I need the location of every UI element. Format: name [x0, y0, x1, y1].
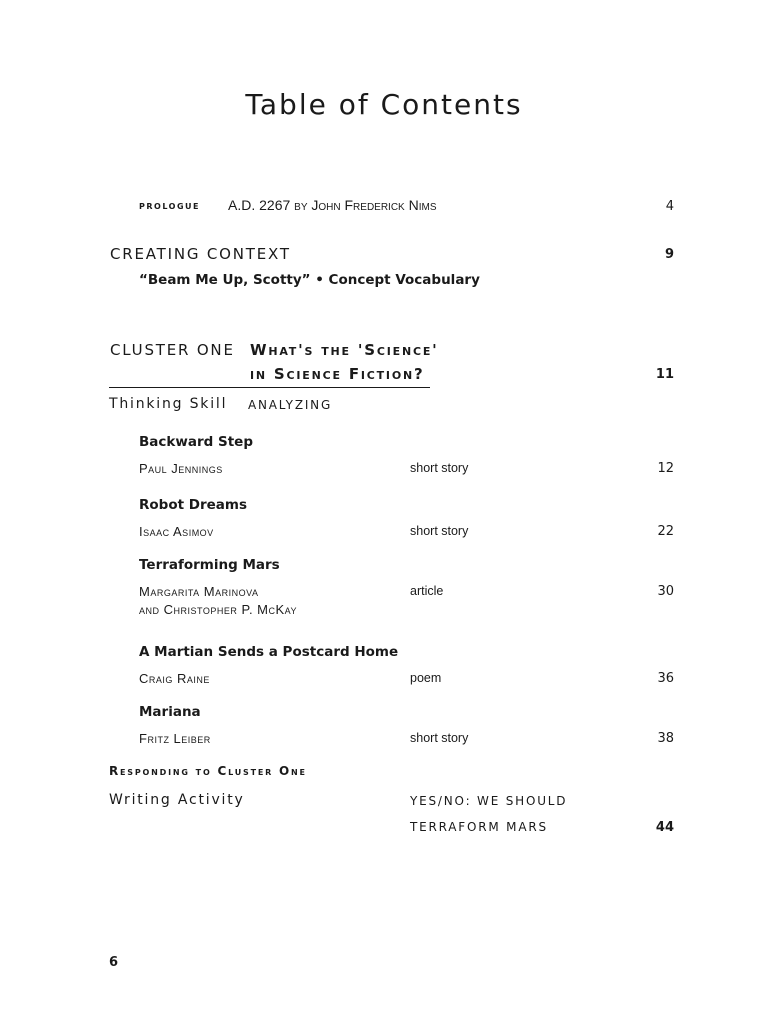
work-author: Craig Raine: [139, 671, 210, 686]
work-page: 30: [657, 584, 674, 599]
thinking-skill-label: Thinking Skill: [109, 396, 228, 412]
page-number: 6: [109, 955, 119, 970]
work-genre: poem: [410, 671, 442, 685]
cluster-title-line1: What's the 'Science': [250, 341, 439, 359]
work-genre: short story: [410, 461, 469, 475]
creating-context-page: 9: [664, 247, 674, 262]
work-page: 12: [657, 461, 674, 476]
cluster-rule: [109, 387, 430, 388]
work-page: 38: [657, 731, 674, 746]
work-genre: article: [410, 584, 444, 598]
cluster-label: CLUSTER ONE: [110, 341, 235, 359]
work-genre: short story: [410, 731, 469, 745]
work-title: A Martian Sends a Postcard Home: [139, 644, 399, 660]
work-title: Backward Step: [139, 434, 253, 450]
work-author: Margarita Marinova: [139, 584, 259, 599]
work-author: Paul Jennings: [139, 461, 223, 476]
creating-context-subtitle: “Beam Me Up, Scotty” • Concept Vocabulary: [139, 272, 480, 288]
writing-activity-line2: TERRAFORM MARS: [410, 820, 548, 834]
cluster-page: 11: [655, 367, 674, 382]
prologue-page: 4: [665, 199, 674, 214]
prologue-author: John Frederick Nims: [311, 197, 437, 213]
prologue-by: by: [294, 197, 308, 213]
work-title: Terraforming Mars: [139, 557, 280, 573]
thinking-skill: ANALYZING: [248, 398, 333, 412]
work-page: 36: [657, 671, 674, 686]
writing-activity-page: 44: [655, 820, 674, 835]
cluster-title-line2: in Science Fiction?: [250, 365, 425, 383]
prologue-work: A.D. 2267: [228, 197, 291, 213]
writing-activity-line1: YES/NO: WE SHOULD: [410, 794, 568, 808]
work-author-line2: and Christopher P. McKay: [139, 602, 298, 617]
prologue-entry: [228, 197, 437, 213]
work-author: Isaac Asimov: [139, 524, 214, 539]
writing-activity-label: Writing Activity: [109, 792, 245, 808]
work-author: Fritz Leiber: [139, 731, 211, 746]
work-title: Mariana: [139, 704, 201, 720]
creating-context-heading: CREATING CONTEXT: [110, 245, 291, 263]
work-title: Robot Dreams: [139, 497, 247, 513]
work-page: 22: [657, 524, 674, 539]
page-title: Table of Contents: [245, 88, 523, 121]
responding-heading: Responding to Cluster One: [109, 764, 307, 778]
prologue-label: prologue: [139, 199, 200, 212]
work-genre: short story: [410, 524, 469, 538]
